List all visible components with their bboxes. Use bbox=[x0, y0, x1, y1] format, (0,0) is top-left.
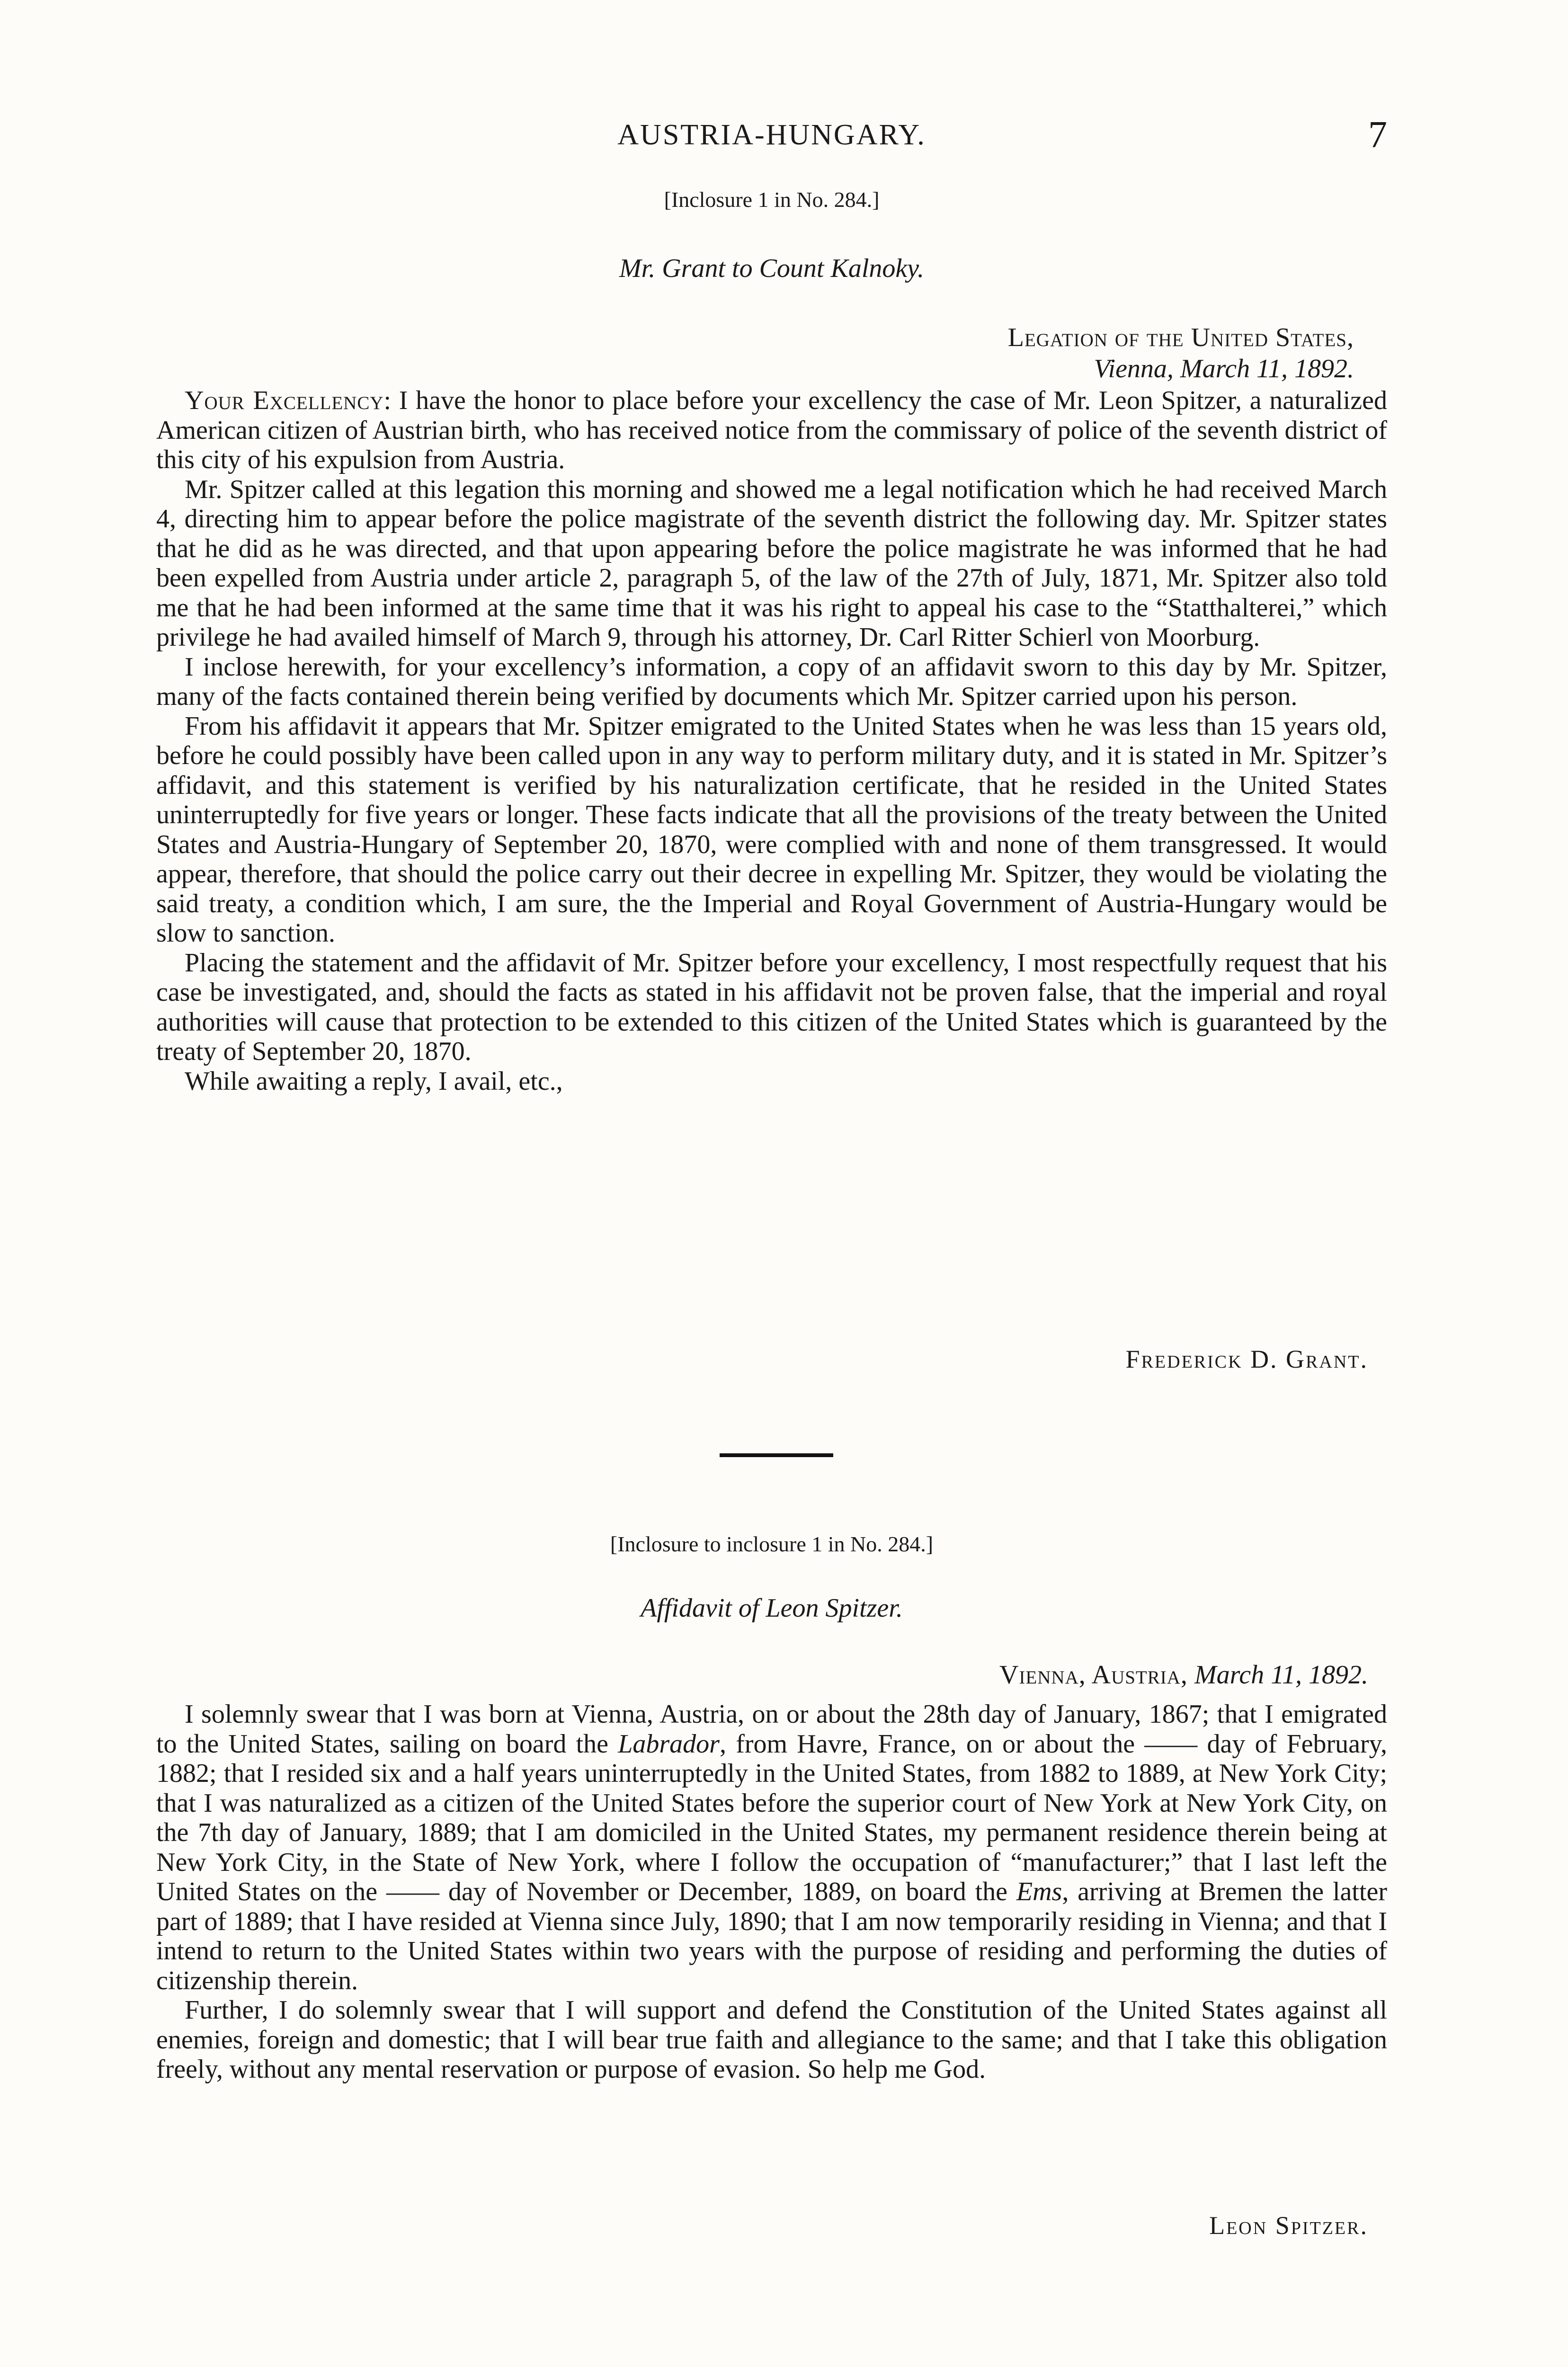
affidavit-heading: Affidavit of Leon Spitzer. bbox=[641, 1593, 903, 1623]
letter-paragraph: Your Excellency: I have the honor to place before your excellency the case of Mr. Leon Spitzer, a naturalized American citizen of Austrian birth, who has received notice from the commissary of police of the seventh district of this city of his expulsion from Austria. bbox=[156, 386, 1387, 474]
affidavit-body bbox=[156, 1700, 1387, 2084]
letter-paragraph: Mr. Spitzer called at this legation this morning and showed me a legal notification which he had received March 4, directing him to appear before the police magistrate of the seventh district the following day. Mr. Spitzer states that he did as he was directed, and that upon appearing before the police magistrate he was informed that he had been expelled from Austria under article 2, paragraph 5, of the law of the 27th of July, 1871, Mr. Spitzer also told me that he had been informed at the same time that it was his right to appeal his case to the “Statthalterei,” which privilege he had availed himself of March 9, through his attorney, Dr. Carl Ritter Schierl von Moorburg. bbox=[156, 474, 1387, 652]
running-title: AUSTRIA-HUNGARY. bbox=[617, 119, 926, 151]
letter-paragraph: While awaiting a reply, I avail, etc., bbox=[185, 1066, 563, 1096]
letter-signature: Frederick D. Grant. bbox=[1125, 1345, 1368, 1373]
affidavit-paragraph: Further, I do solemnly swear that I will support and defend the Constitution of the United States against all enemies, foreign and domestic; that I will bear true faith and allegiance to the same; and that I take this obligation freely, without any mental reservation or purpose of evasion. So help me God. bbox=[156, 1995, 1387, 2084]
document-page bbox=[156, 0, 1387, 2367]
letter-date: Vienna, March 11, 1892. bbox=[1094, 354, 1354, 383]
running-header bbox=[156, 114, 1387, 166]
affidavit-date: March 11, 1892. bbox=[1194, 1660, 1368, 1690]
letter-paragraph: Placing the statement and the affidavit of Mr. Spitzer before your excellency, I most respectfully request that his case be investigated, and, should the facts as stated in his affidavit not be proven false, that the imperial and royal authorities will cause that protection to be extended to this citizen of the United States which is guaranteed by the treaty of September 20, 1870. bbox=[156, 948, 1387, 1066]
letter-body bbox=[156, 386, 1387, 1096]
letter-inclosure-note: [Inclosure 1 in No. 284.] bbox=[664, 187, 880, 212]
letter-heading: Mr. Grant to Count Kalnoky. bbox=[619, 254, 925, 283]
salutation: Your Excellency bbox=[185, 386, 384, 415]
affidavit-signature: Leon Spitzer. bbox=[1209, 2211, 1368, 2240]
affidavit-place: Vienna, Austria, bbox=[999, 1660, 1188, 1690]
affidavit-inclosure-note: [Inclosure to inclosure 1 in No. 284.] bbox=[610, 1532, 934, 1556]
letter-paragraph: I inclose herewith, for your excellency’s information, a copy of an affidavit sworn to this day by Mr. Spitzer, many of the facts contained therein being verified by documents which Mr. Spitzer carried upon his person. bbox=[156, 652, 1387, 711]
affidavit-place-date bbox=[156, 1659, 1368, 1691]
letter-paragraph: From his affidavit it appears that Mr. Spitzer emigrated to the United States when he was less than 15 years old, before he could possibly have been called upon in any way to perform military duty, and it is stated in Mr. Spitzer’s affidavit, and this statement is verified by his naturalization certificate, that he resided in the United States uninterruptedly for five years or longer. These facts indicate that all the provisions of the treaty between the United States and Austria-Hungary of September 20, 1870, were complied with and none of them transgressed. It would appear, therefore, that should the police carry out their decree in expelling Mr. Spitzer, they would be violating the said treaty, a condition which, I am sure, the the Imperial and Royal Government of Austria-Hungary would be slow to sanction. bbox=[156, 711, 1387, 948]
affidavit-paragraph: I solemnly swear that I was born at Vienna, Austria, on or about the 28th day of January, 1867; that I emigrated to the United States, sailing on board the Labrador, from Havre, France, on or about the —— day of February, 1882; that I resided six and a half years uninterruptedly in the United States, from 1882 to 1889, at New York City; that I was naturalized as a citizen of the United States before the superior court of New York at New York City, on the 7th day of January, 1889; that I am domiciled in the United States, my permanent residence therein being at New York City, in the State of New York, where I follow the occupation of “manufacturer;” that I last left the United States on the —— day of November or December, 1889, on board the Ems, arriving at Bremen the latter part of 1889; that I have resided at Vienna since July, 1890; that I am now temporarily residing in Vienna; and that I intend to return to the United States within two years with the purpose of residing and performing the duties of citizenship therein. bbox=[156, 1700, 1387, 1995]
ship-name: Labrador bbox=[618, 1729, 720, 1759]
letter-place: Legation of the United States, bbox=[1007, 323, 1354, 352]
letter-place-date bbox=[156, 322, 1354, 384]
ship-name: Ems bbox=[1016, 1877, 1062, 1906]
page-number: 7 bbox=[1368, 114, 1387, 156]
section-divider bbox=[720, 1453, 833, 1457]
